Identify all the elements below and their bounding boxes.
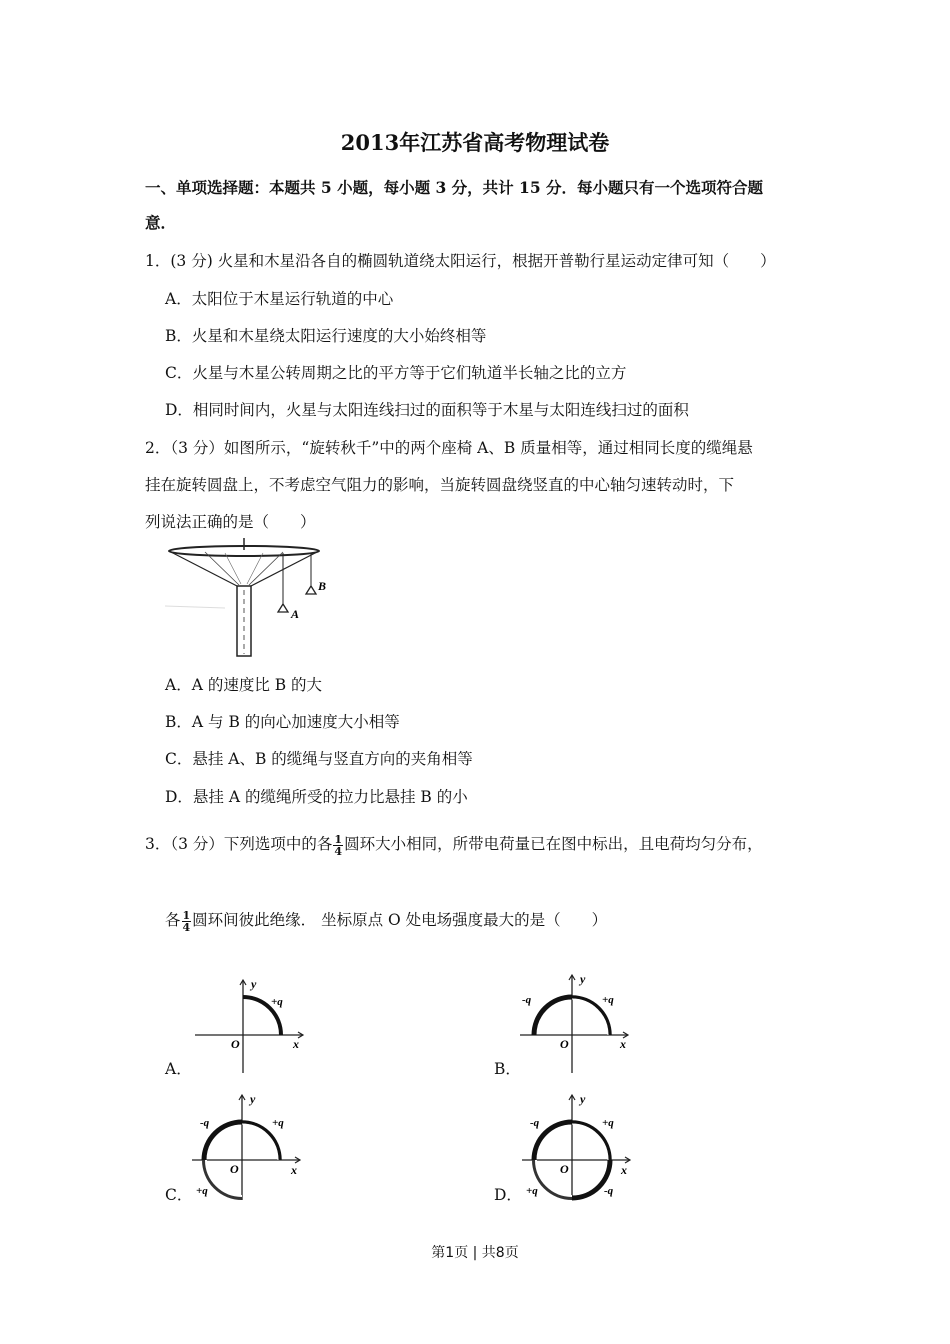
- charge-label: -q: [530, 1117, 540, 1129]
- q3-option-a-label: A．: [165, 1060, 192, 1078]
- q1-option-c: C．火星与木星公转周期之比的平方等于它们轨道半长轴之比的立方: [165, 364, 627, 382]
- q2-stem-line1: 2．（3 分）如图所示，“旋转秋千”中的两个座椅 A、B 质量相等，通过相同长度的缆绳悬: [145, 439, 753, 457]
- charge-label: +q: [602, 994, 614, 1006]
- y-axis-label: y: [251, 977, 257, 991]
- q3-figure-b: [520, 970, 635, 1075]
- swing-label-b: B: [318, 579, 327, 593]
- fraction-denominator: 4: [334, 844, 343, 858]
- q3-option-c-label: C．: [165, 1186, 193, 1204]
- q3-figure-a: [195, 970, 310, 1075]
- q3-stem-part4: 圆环间彼此绝缘． 坐标原点 O 处电场强度最大的是（ ）: [192, 911, 608, 929]
- page-footer: 第1页 | 共8页: [431, 1245, 519, 1261]
- q3-figure-c: [190, 1090, 310, 1202]
- swing-figure: [165, 538, 340, 660]
- fraction-denominator: 4: [182, 920, 191, 934]
- x-axis-label: x: [293, 1037, 299, 1051]
- x-axis-label: x: [291, 1163, 297, 1177]
- q3-stem-part1: 3．（3 分）下列选项中的各: [145, 835, 333, 853]
- y-axis-label: y: [580, 972, 586, 986]
- y-axis-label: y: [250, 1092, 256, 1106]
- y-axis-label: y: [580, 1092, 586, 1106]
- section-heading-line2: 意．: [145, 213, 177, 232]
- q3-option-b-label: B．: [494, 1060, 521, 1078]
- origin-label: O: [230, 1162, 239, 1176]
- charge-label: +q: [272, 1117, 284, 1129]
- charge-label: -q: [604, 1185, 614, 1197]
- q3-stem-part2: 圆环大小相同，所带电荷量已在图中标出，且电荷均匀分布，: [344, 835, 763, 853]
- quarter-fraction: [182, 910, 192, 933]
- charge-label: -q: [522, 994, 532, 1006]
- q3-option-d-label: D．: [494, 1186, 522, 1204]
- page-title: 2013年江苏省高考物理试卷: [340, 130, 610, 155]
- origin-label: O: [560, 1037, 569, 1051]
- swing-label-a: A: [291, 607, 300, 621]
- q1-stem: 1．(3 分) 火星和木星沿各自的椭圆轨道绕太阳运行，根据开普勒行星运动定律可知（ ）: [145, 252, 776, 270]
- charge-label: -q: [200, 1117, 210, 1129]
- q2-option-a: A．A 的速度比 B 的大: [165, 676, 323, 694]
- x-axis-label: x: [621, 1163, 627, 1177]
- x-axis-label: x: [620, 1037, 626, 1051]
- charge-label: +q: [602, 1117, 614, 1129]
- q1-option-d: D．相同时间内，火星与太阳连线扫过的面积等于木星与太阳连线扫过的面积: [165, 401, 689, 419]
- q3-figure-d: [520, 1090, 640, 1202]
- charge-label: +q: [196, 1185, 208, 1197]
- q2-option-b: B．A 与 B 的向心加速度大小相等: [165, 713, 400, 731]
- origin-label: O: [231, 1037, 240, 1051]
- q2-option-c: C．悬挂 A、B 的缆绳与竖直方向的夹角相等: [165, 750, 473, 768]
- origin-label: O: [560, 1162, 569, 1176]
- q3-stem-line2: [165, 908, 607, 933]
- charge-label: +q: [526, 1185, 538, 1197]
- quarter-fraction: [333, 834, 343, 857]
- q2-stem-line3: 列说法正确的是（ ）: [145, 513, 316, 531]
- q3-stem-part3: 各: [165, 911, 181, 929]
- q2-option-d: D．悬挂 A 的缆绳所受的拉力比悬挂 B 的小: [165, 788, 468, 806]
- charge-label: +q: [271, 996, 283, 1008]
- section-heading-line1: 一、单项选择题：本题共 5 小题，每小题 3 分，共计 15 分．每小题只有一个选项符合题: [145, 178, 764, 197]
- fraction-numerator: 1: [182, 908, 191, 922]
- q1-option-a: A．太阳位于木星运行轨道的中心: [165, 290, 394, 308]
- q1-option-b: B．火星和木星绕太阳运行速度的大小始终相等: [165, 327, 487, 345]
- q2-stem-line2: 挂在旋转圆盘上，不考虑空气阻力的影响，当旋转圆盘绕竖直的中心轴匀速转动时，下: [145, 476, 735, 494]
- q3-stem-line1: [145, 832, 763, 857]
- fraction-numerator: 1: [334, 832, 343, 846]
